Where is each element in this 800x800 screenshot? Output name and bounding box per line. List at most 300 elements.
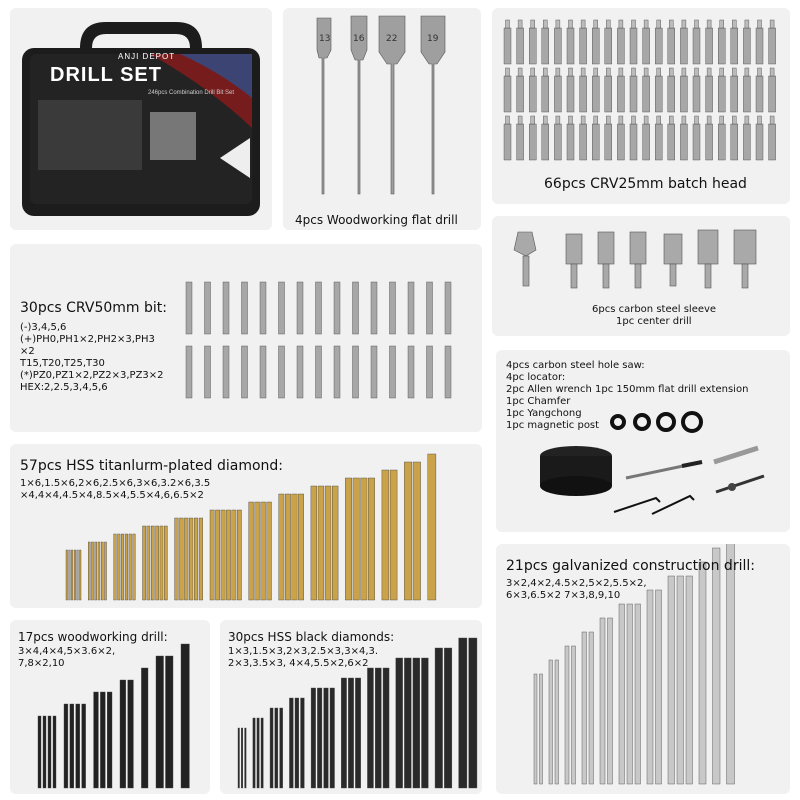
batch-bit-tip bbox=[682, 116, 686, 124]
batch-bit-tip bbox=[556, 116, 560, 124]
titanium-bit bbox=[184, 518, 188, 600]
galvanized-bit bbox=[565, 646, 569, 784]
batch-bit bbox=[731, 124, 738, 160]
crv50-title: 30pcs CRV50mm bit: bbox=[20, 300, 167, 316]
batch-bit bbox=[643, 124, 650, 160]
woodworking-bit bbox=[53, 716, 56, 788]
crv50-bit bbox=[186, 282, 192, 334]
titanium-bit bbox=[133, 534, 136, 600]
black-bit bbox=[396, 658, 403, 788]
batch-bit-tip bbox=[531, 116, 535, 124]
crv50-bit bbox=[260, 346, 266, 398]
black-bit bbox=[469, 638, 477, 788]
batch-bit-tip bbox=[581, 116, 585, 124]
batch-bit-tip bbox=[606, 68, 610, 76]
batch-bit-tip bbox=[619, 68, 623, 76]
titanium-bit bbox=[95, 542, 97, 600]
batch-bit bbox=[567, 76, 574, 112]
batch-bit bbox=[743, 124, 750, 160]
crv50-bit bbox=[223, 282, 229, 334]
crv50-bit bbox=[353, 282, 359, 334]
titanium-bit bbox=[143, 526, 146, 600]
woodworking-bit bbox=[43, 716, 46, 788]
sleeve-line-1: 6pcs carbon steel sleeve bbox=[592, 304, 717, 315]
crv50-bit bbox=[427, 282, 433, 334]
titanium-bit bbox=[69, 550, 71, 600]
batch-bit bbox=[517, 28, 524, 64]
titanium-bit bbox=[175, 518, 179, 600]
titanium-bit bbox=[345, 478, 351, 600]
batch-bit-tip bbox=[682, 68, 686, 76]
batch-bit bbox=[529, 124, 536, 160]
galvanized-bit bbox=[582, 632, 587, 784]
titanium-bit bbox=[428, 454, 436, 600]
batch-bit bbox=[655, 124, 662, 160]
titanium-bit bbox=[71, 550, 73, 600]
galvanized-bit bbox=[627, 604, 633, 784]
crv50-bit bbox=[279, 282, 285, 334]
black-bit bbox=[261, 718, 263, 788]
titanium-bit bbox=[151, 526, 154, 600]
batch-bit-tip bbox=[657, 20, 661, 28]
galvanized-bit bbox=[686, 576, 693, 784]
batch-bit bbox=[567, 124, 574, 160]
titanium-bit bbox=[91, 542, 93, 600]
batch-bit bbox=[554, 124, 561, 160]
case-subtitle: 246pcs Combination Drill Bit Set bbox=[148, 90, 235, 96]
galvanized-line-2: 6×3,6.5×2 7×3,8,9,10 bbox=[506, 590, 621, 601]
black-bit bbox=[270, 708, 273, 788]
batch-bit bbox=[769, 28, 776, 64]
galvanized-panel bbox=[496, 544, 790, 794]
black-bit bbox=[324, 688, 329, 788]
batch-bit-tip bbox=[644, 20, 648, 28]
batch-bit bbox=[655, 28, 662, 64]
woodworking-panel bbox=[10, 620, 210, 794]
hss-black-line-2: 2×3,3.5×3, 4×4,5.5×2,6×2 bbox=[228, 658, 369, 669]
black-bit bbox=[295, 698, 299, 788]
batch-bit bbox=[504, 124, 511, 160]
titanium-bit bbox=[125, 534, 128, 600]
batch-bit-tip bbox=[594, 116, 598, 124]
batch-bit-tip bbox=[745, 20, 749, 28]
batch-bit bbox=[668, 28, 675, 64]
titanium-bit bbox=[118, 534, 121, 600]
titanium-bit bbox=[215, 510, 219, 600]
flat-bit-label-1: 13 bbox=[319, 34, 331, 44]
galvanized-bit bbox=[619, 604, 625, 784]
batch-bit-tip bbox=[657, 116, 661, 124]
hss-titanium-panel bbox=[10, 444, 482, 608]
black-bit bbox=[375, 668, 381, 788]
batch-bit-tip bbox=[581, 68, 585, 76]
titanium-bit bbox=[261, 502, 266, 600]
crv50-bit bbox=[279, 346, 285, 398]
titanium-bit bbox=[368, 478, 374, 600]
flat-bit-label-3: 22 bbox=[386, 34, 398, 44]
woodworking-bit bbox=[128, 680, 134, 788]
batch-bit-tip bbox=[758, 20, 762, 28]
woodworking-bit bbox=[82, 704, 86, 788]
black-bit bbox=[444, 648, 452, 788]
accessories-panel bbox=[496, 350, 790, 532]
woodworking-bit bbox=[181, 644, 189, 788]
batch-bit bbox=[542, 76, 549, 112]
titanium-bit bbox=[221, 510, 225, 600]
hss-titanium-line-2: ×4,4×4,4.5×4,8.5×4,5.5×4,6,6.5×2 bbox=[20, 490, 204, 501]
batch-bit bbox=[605, 28, 612, 64]
batch-bit-tip bbox=[720, 116, 724, 124]
woodworking-bit bbox=[94, 692, 99, 788]
titanium-bit bbox=[180, 518, 184, 600]
titanium-bit bbox=[164, 526, 167, 600]
batch-bit-tip bbox=[543, 20, 547, 28]
woodworking-bit bbox=[141, 668, 148, 788]
woodworking-title: 17pcs woodworking drill: bbox=[18, 630, 168, 644]
batch-bit bbox=[580, 76, 587, 112]
batch-bit-tip bbox=[606, 116, 610, 124]
galvanized-bit bbox=[589, 632, 594, 784]
batch-bit-tip bbox=[720, 68, 724, 76]
hss-titanium-line-1: 1×6,1.5×6,2×6,2.5×6,3×6,3.2×6,3.5 bbox=[20, 478, 211, 489]
batch-bit-tip bbox=[682, 20, 686, 28]
flat-bit-label-4: 19 bbox=[427, 34, 439, 44]
batch-bit-tip bbox=[732, 116, 736, 124]
batch-bit bbox=[769, 124, 776, 160]
batch-bit bbox=[668, 76, 675, 112]
batch-bit bbox=[554, 76, 561, 112]
crv50-bit bbox=[223, 346, 229, 398]
batch-bit-tip bbox=[531, 20, 535, 28]
titanium-bit bbox=[361, 478, 367, 600]
black-bit bbox=[435, 648, 443, 788]
titanium-bit bbox=[279, 494, 284, 600]
batch-bit-tip bbox=[745, 116, 749, 124]
woodworking-bit bbox=[107, 692, 112, 788]
crv50-bit bbox=[445, 282, 451, 334]
batch-bit bbox=[743, 28, 750, 64]
titanium-bit bbox=[382, 470, 389, 600]
batch-bit bbox=[592, 28, 599, 64]
titanium-bit bbox=[226, 510, 230, 600]
titanium-bit bbox=[66, 550, 68, 600]
crv50-bit bbox=[334, 346, 340, 398]
galvanized-bit bbox=[600, 618, 605, 784]
batch-bit bbox=[731, 76, 738, 112]
black-bit bbox=[459, 638, 467, 788]
batch-bit-tip bbox=[770, 116, 774, 124]
batch-bit bbox=[680, 28, 687, 64]
titanium-bit bbox=[199, 518, 203, 600]
woodworking-bit bbox=[120, 680, 126, 788]
titanium-bit bbox=[156, 526, 159, 600]
crv50-bit bbox=[445, 346, 451, 398]
titanium-bit bbox=[353, 478, 359, 600]
acc-line-4: 1pc Chamfer bbox=[506, 396, 571, 407]
crv50-bit bbox=[390, 346, 396, 398]
crv50-bit bbox=[371, 282, 377, 334]
batch-bit bbox=[718, 76, 725, 112]
flat-bit-label-2: 16 bbox=[353, 34, 365, 44]
batch-bit-tip bbox=[695, 116, 699, 124]
titanium-bit bbox=[285, 494, 290, 600]
titanium-bit bbox=[298, 494, 303, 600]
batch-bit bbox=[769, 76, 776, 112]
hss-black-line-1: 1×3,1.5×3,2×3,2.5×3,3×4,3. bbox=[228, 646, 379, 657]
batch-bit-tip bbox=[506, 116, 510, 124]
galvanized-bit bbox=[534, 674, 537, 784]
batch-bit bbox=[693, 28, 700, 64]
titanium-bit bbox=[80, 550, 82, 600]
black-bit bbox=[317, 688, 322, 788]
batch-bit-tip bbox=[619, 20, 623, 28]
batch-bit bbox=[668, 124, 675, 160]
titanium-bit bbox=[101, 542, 103, 600]
acc-line-3: 2pc Allen wrench 1pc 150mm flat drill extension bbox=[506, 384, 749, 395]
crv50-bit bbox=[408, 282, 414, 334]
black-bit bbox=[330, 688, 335, 788]
batch-bit bbox=[731, 28, 738, 64]
batch-bit bbox=[756, 124, 763, 160]
batch-bit-tip bbox=[518, 20, 522, 28]
batch-bit-tip bbox=[632, 68, 636, 76]
batch-bit bbox=[718, 124, 725, 160]
galvanized-bit bbox=[549, 660, 553, 784]
black-bit bbox=[241, 728, 243, 788]
woodworking-line-1: 3×4,4×4,5×3.6×2, bbox=[18, 646, 116, 657]
crv50-bit bbox=[242, 282, 248, 334]
galvanized-bit bbox=[540, 674, 543, 784]
woodworking-bit bbox=[70, 704, 74, 788]
batch-bit-tip bbox=[506, 68, 510, 76]
titanium-bit bbox=[237, 510, 241, 600]
case-panel bbox=[10, 8, 272, 230]
batch-bit-tip bbox=[518, 116, 522, 124]
crv50-line-1: (-)3,4,5,6 bbox=[20, 322, 67, 333]
crv50-bit bbox=[334, 282, 340, 334]
batch-head-title: 66pcs CRV25mm batch head bbox=[544, 176, 747, 192]
batch-bit bbox=[542, 124, 549, 160]
flat-drill-panel bbox=[283, 8, 481, 230]
batch-bit-tip bbox=[569, 68, 573, 76]
batch-bit bbox=[617, 28, 624, 64]
batch-bit bbox=[529, 76, 536, 112]
batch-bit-tip bbox=[569, 20, 573, 28]
crv50-line-2: (+)PH0,PH1×2,PH2×3,PH3 bbox=[20, 334, 155, 345]
batch-bit bbox=[706, 28, 713, 64]
crv50-panel bbox=[10, 244, 482, 432]
titanium-bit bbox=[311, 486, 317, 600]
woodworking-bit bbox=[166, 656, 174, 788]
batch-bit bbox=[756, 28, 763, 64]
galvanized-bit bbox=[608, 618, 613, 784]
crv50-bit bbox=[316, 282, 322, 334]
black-bit bbox=[257, 718, 259, 788]
batch-head-graphic bbox=[492, 8, 790, 204]
black-bit bbox=[238, 728, 240, 788]
titanium-bit bbox=[74, 550, 76, 600]
batch-bit-tip bbox=[594, 20, 598, 28]
crv50-bit bbox=[408, 346, 414, 398]
titanium-bit bbox=[77, 550, 79, 600]
titanium-bit bbox=[210, 510, 214, 600]
titanium-bit bbox=[390, 470, 397, 600]
black-bit bbox=[404, 658, 411, 788]
batch-bit-tip bbox=[745, 68, 749, 76]
woodworking-bit bbox=[48, 716, 51, 788]
batch-bit-tip bbox=[720, 20, 724, 28]
galvanized-line-1: 3×2,4×2,4.5×2,5×2,5.5×2, bbox=[506, 578, 647, 589]
batch-bit bbox=[592, 124, 599, 160]
crv50-bit bbox=[260, 282, 266, 334]
woodworking-line-2: 7,8×2,10 bbox=[18, 658, 65, 669]
batch-bit bbox=[680, 124, 687, 160]
batch-bit-tip bbox=[644, 116, 648, 124]
batch-bit bbox=[517, 76, 524, 112]
batch-bit-tip bbox=[732, 68, 736, 76]
batch-bit bbox=[580, 124, 587, 160]
batch-bit bbox=[617, 124, 624, 160]
batch-bit bbox=[718, 28, 725, 64]
hss-black-title: 30pcs HSS black diamonds: bbox=[228, 630, 395, 644]
sleeve-line-2: 1pc center drill bbox=[616, 316, 692, 327]
batch-bit-tip bbox=[581, 20, 585, 28]
batch-bit bbox=[567, 28, 574, 64]
batch-bit-tip bbox=[632, 116, 636, 124]
galvanized-bit bbox=[647, 590, 653, 784]
hss-black-panel bbox=[220, 620, 482, 794]
batch-bit-tip bbox=[669, 116, 673, 124]
titanium-bit bbox=[249, 502, 254, 600]
batch-bit bbox=[592, 76, 599, 112]
batch-bit bbox=[643, 76, 650, 112]
woodworking-bit bbox=[156, 656, 164, 788]
batch-bit bbox=[605, 124, 612, 160]
titanium-bit bbox=[332, 486, 338, 600]
galvanized-bit bbox=[555, 660, 559, 784]
crv50-line-3: ×2 bbox=[20, 346, 35, 357]
batch-bit-tip bbox=[556, 68, 560, 76]
batch-bit bbox=[504, 76, 511, 112]
black-bit bbox=[275, 708, 278, 788]
galvanized-bit bbox=[572, 646, 576, 784]
acc-line-5: 1pc Yangchong bbox=[506, 408, 582, 419]
crv50-bit bbox=[297, 346, 303, 398]
titanium-bit bbox=[292, 494, 297, 600]
batch-bit-tip bbox=[632, 20, 636, 28]
acc-line-2: 4pc locator: bbox=[506, 372, 566, 383]
batch-bit bbox=[655, 76, 662, 112]
batch-bit-tip bbox=[657, 68, 661, 76]
flat-drill-title: 4pcs Woodworking flat drill bbox=[295, 213, 458, 227]
black-bit bbox=[413, 658, 420, 788]
batch-bit bbox=[643, 28, 650, 64]
batch-bit-tip bbox=[770, 68, 774, 76]
crv50-bit bbox=[427, 346, 433, 398]
batch-bit bbox=[706, 76, 713, 112]
black-bit bbox=[422, 658, 429, 788]
titanium-bit bbox=[189, 518, 193, 600]
black-bit bbox=[245, 728, 247, 788]
titanium-bit bbox=[413, 462, 421, 600]
batch-bit-tip bbox=[606, 20, 610, 28]
batch-head-panel bbox=[492, 8, 790, 204]
case-brand: ANJI DEPOT bbox=[118, 52, 176, 61]
batch-bit bbox=[529, 28, 536, 64]
titanium-bit bbox=[325, 486, 331, 600]
batch-bit-tip bbox=[669, 68, 673, 76]
black-bit bbox=[348, 678, 353, 788]
titanium-bit bbox=[318, 486, 324, 600]
batch-bit bbox=[680, 76, 687, 112]
batch-bit bbox=[706, 124, 713, 160]
batch-bit-tip bbox=[619, 116, 623, 124]
crv50-bit bbox=[242, 346, 248, 398]
crv50-bit bbox=[186, 346, 192, 398]
black-bit bbox=[311, 688, 316, 788]
black-bit bbox=[367, 668, 373, 788]
crv50-bit bbox=[371, 346, 377, 398]
titanium-bit bbox=[404, 462, 412, 600]
woodworking-bit bbox=[64, 704, 68, 788]
acc-line-6: 1pc magnetic post bbox=[506, 420, 600, 431]
crv50-bit bbox=[205, 282, 211, 334]
batch-bit bbox=[693, 76, 700, 112]
crv50-line-4: T15,T20,T25,T30 bbox=[20, 358, 105, 369]
titanium-bit bbox=[255, 502, 260, 600]
galvanized-bit bbox=[635, 604, 641, 784]
titanium-bit bbox=[88, 542, 90, 600]
titanium-bit bbox=[267, 502, 272, 600]
flat-drill-graphic bbox=[283, 8, 481, 230]
black-bit bbox=[289, 698, 293, 788]
batch-bit bbox=[630, 28, 637, 64]
crv50-line-5: (*)PZ0,PZ1×2,PZ2×3,PZ3×2 bbox=[20, 370, 164, 381]
black-bit bbox=[253, 718, 255, 788]
batch-bit-tip bbox=[644, 68, 648, 76]
titanium-bit bbox=[129, 534, 132, 600]
black-bit bbox=[355, 678, 360, 788]
galvanized-bit bbox=[656, 590, 662, 784]
batch-bit-tip bbox=[556, 20, 560, 28]
titanium-bit bbox=[232, 510, 236, 600]
batch-bit-tip bbox=[518, 68, 522, 76]
batch-bit bbox=[605, 76, 612, 112]
titanium-bit bbox=[114, 534, 117, 600]
sleeve-panel bbox=[492, 216, 790, 336]
woodworking-bit bbox=[76, 704, 80, 788]
crv50-bit bbox=[205, 346, 211, 398]
batch-bit bbox=[743, 76, 750, 112]
batch-bit-tip bbox=[770, 20, 774, 28]
black-bit bbox=[280, 708, 283, 788]
batch-bit-tip bbox=[669, 20, 673, 28]
black-bit bbox=[341, 678, 346, 788]
batch-bit-tip bbox=[695, 20, 699, 28]
batch-bit-tip bbox=[707, 68, 711, 76]
batch-bit-tip bbox=[594, 68, 598, 76]
galvanized-bit bbox=[668, 576, 675, 784]
crv50-bit bbox=[390, 282, 396, 334]
titanium-bit bbox=[194, 518, 198, 600]
titanium-bit bbox=[121, 534, 124, 600]
batch-bit-tip bbox=[732, 20, 736, 28]
acc-line-1: 4pcs carbon steel hole saw: bbox=[506, 360, 645, 371]
titanium-bit bbox=[104, 542, 106, 600]
galvanized-title: 21pcs galvanized construction drill: bbox=[506, 558, 755, 574]
batch-bit-tip bbox=[506, 20, 510, 28]
batch-bit-tip bbox=[543, 116, 547, 124]
